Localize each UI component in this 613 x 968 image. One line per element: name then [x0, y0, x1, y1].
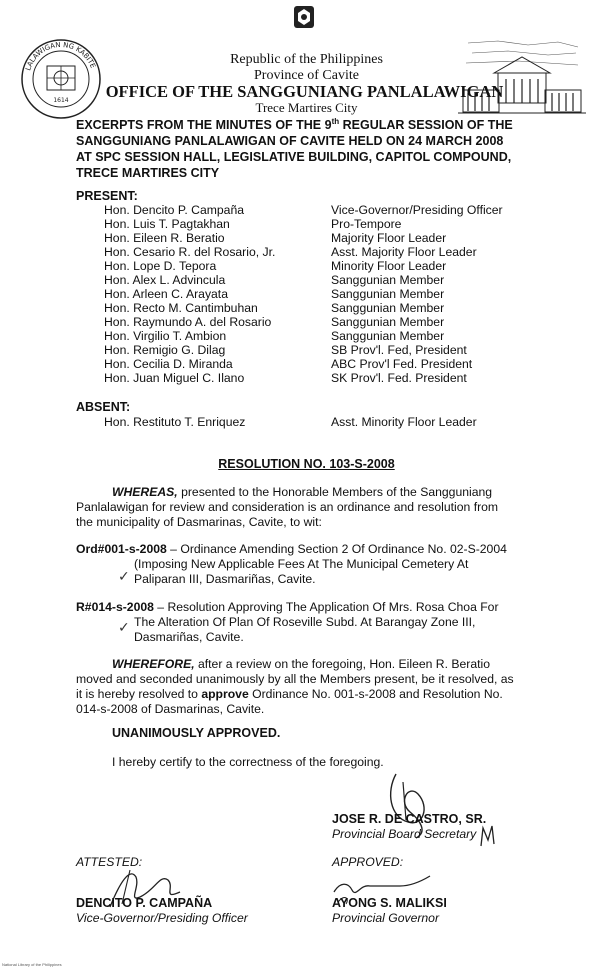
member-position: Majority Floor Leader [331, 231, 447, 245]
member-name: Hon. Luis T. Pagtakhan [104, 217, 230, 231]
province-heading: Province of Cavite [254, 68, 359, 83]
absent-member-name: Hon. Restituto T. Enriquez [104, 415, 246, 429]
republic-heading: Republic of the Philippines [230, 52, 383, 67]
unanimous-text: UNANIMOUSLY APPROVED. [112, 726, 281, 740]
checkmark-icon: ✓ [118, 569, 130, 585]
member-name: Hon. Virgilio T. Ambion [104, 329, 227, 343]
whereas-line1: presented to the Honorable Members of the Sangguniang [177, 485, 493, 499]
resolution-item [76, 600, 556, 645]
approved-title: Provincial Governor [332, 911, 440, 925]
ordinance-line3: Paliparan III, Dasmariñas, Cavite. [134, 572, 316, 586]
wherefore-line3-post: Ordinance No. 001-s-2008 and Resolution No. [248, 687, 503, 701]
wherefore-line2: moved and seconded unanimously by all the Members present, be it resolved, as [76, 672, 514, 686]
wherefore-line1: after a review on the foregoing, Hon. Eileen R. Beratio [194, 657, 490, 671]
title-line1-sup: th [331, 117, 340, 126]
member-position: Minority Floor Leader [331, 259, 447, 273]
present-heading: PRESENT: [76, 189, 138, 203]
member-name: Hon. Alex L. Advincula [104, 273, 226, 287]
office-heading: OFFICE OF THE SANGGUNIANG PANLALAWIGAN [105, 82, 504, 101]
title-line4: TRECE MARTIRES CITY [76, 166, 220, 181]
ordinance-label: Ord#001-s-2008 [76, 542, 167, 556]
member-position: Sanggunian Member [331, 301, 445, 315]
member-name: Hon. Remigio G. Dilag [104, 343, 226, 357]
resolution-title: RESOLUTION NO. 103-S-2008 [218, 457, 395, 471]
initials-signature [478, 822, 500, 848]
resolution-line2: The Alteration Of Plan Of Roseville Subd. At Barangay Zone III, [134, 615, 476, 629]
member-name: Hon. Dencito P. Campaña [104, 203, 245, 217]
whereas-line3: the municipality of Dasmarinas, Cavite, to wit: [76, 515, 322, 529]
resolution-line1: – Resolution Approving The Application Of Mrs. Rosa Choa For [153, 600, 499, 614]
minutes-title [76, 114, 536, 181]
member-position: Sanggunian Member [331, 315, 445, 329]
absent-heading: ABSENT: [76, 400, 131, 414]
wherefore-line4: 014-s-2008 of Dasmarinas, Cavite. [76, 702, 265, 716]
attested-title: Vice-Governor/Presiding Officer [76, 911, 248, 925]
wherefore-line3-pre: it is hereby resolved to [76, 687, 202, 701]
absent-member-position: Asst. Minority Floor Leader [331, 415, 477, 429]
approved-name: AYONG S. MALIKSI [332, 896, 447, 910]
member-position: SB Prov'l. Fed, President [331, 343, 467, 357]
member-position: SK Prov'l. Fed. President [331, 371, 467, 385]
wherefore-keyword: WHEREFORE, [112, 657, 195, 671]
member-name: Hon. Lope D. Tepora [104, 259, 217, 273]
ordinance-item [76, 542, 556, 587]
ordinance-line2: (Imposing New Applicable Fees At The Municipal Cemetery At [134, 557, 469, 571]
member-name: Hon. Cesario R. del Rosario, Jr. [104, 245, 276, 259]
member-position: Pro-Tempore [331, 217, 402, 231]
member-name: Hon. Juan Miguel C. Ilano [104, 371, 245, 385]
title-line1-post: REGULAR SESSION OF THE [339, 118, 513, 133]
member-position: ABC Prov'l Fed. President [331, 357, 473, 371]
checkmark-icon: ✓ [118, 620, 130, 636]
resolution-line3: Dasmariñas, Cavite. [134, 630, 244, 644]
city-heading: Trece Martires City [255, 100, 358, 115]
whereas-paragraph [76, 485, 546, 530]
member-name: Hon. Cecilia D. Miranda [104, 357, 233, 371]
whereas-keyword: WHEREAS, [112, 485, 178, 499]
footer-note: National Library of the Philippines [2, 962, 62, 967]
attested-label: ATTESTED: [76, 855, 143, 869]
seal-year: 1614 [53, 97, 69, 104]
member-name: Hon. Arleen C. Arayata [104, 287, 228, 301]
approved-label: APPROVED: [332, 855, 404, 869]
member-position: Vice-Governor/Presiding Officer [331, 203, 503, 217]
ordinance-line1: – Ordinance Amending Section 2 Of Ordinance No. 02-S-2004 [166, 542, 507, 556]
member-name: Hon. Raymundo A. del Rosario [104, 315, 272, 329]
member-name: Hon. Recto M. Cantimbuhan [104, 301, 258, 315]
wherefore-line3-bold: approve [201, 687, 249, 701]
member-name: Hon. Eileen R. Beratio [104, 231, 225, 245]
title-line3: AT SPC SESSION HALL, LEGISLATIVE BUILDING, CAPITOL COMPOUND, [76, 150, 512, 165]
whereas-line2: Panlalawigan for review and consideration is an ordinance and resolution from [76, 500, 499, 514]
title-line2: SANGGUNIANG PANLALAWIGAN OF CAVITE HELD ON 24 MARCH 2008 [76, 134, 504, 149]
title-line1-pre: EXCERPTS FROM THE MINUTES OF THE 9 [76, 118, 332, 133]
secretary-title: Provincial Board Secretary [332, 827, 477, 841]
certify-text: I hereby certify to the correctness of the foregoing. [112, 755, 384, 769]
secretary-name: JOSE R. DE CASTRO, SR. [332, 812, 487, 826]
member-position: Sanggunian Member [331, 273, 445, 287]
wherefore-paragraph [76, 657, 556, 717]
resolution-label: R#014-s-2008 [76, 600, 154, 614]
member-position: Asst. Majority Floor Leader [331, 245, 477, 259]
top-emblem-icon [293, 5, 315, 29]
member-position: Sanggunian Member [331, 329, 445, 343]
attested-name: DENCITO P. CAMPAÑA [76, 896, 213, 910]
seal-text: LALAWIGAN NG KABITE [24, 40, 97, 72]
member-position: Sanggunian Member [331, 287, 445, 301]
